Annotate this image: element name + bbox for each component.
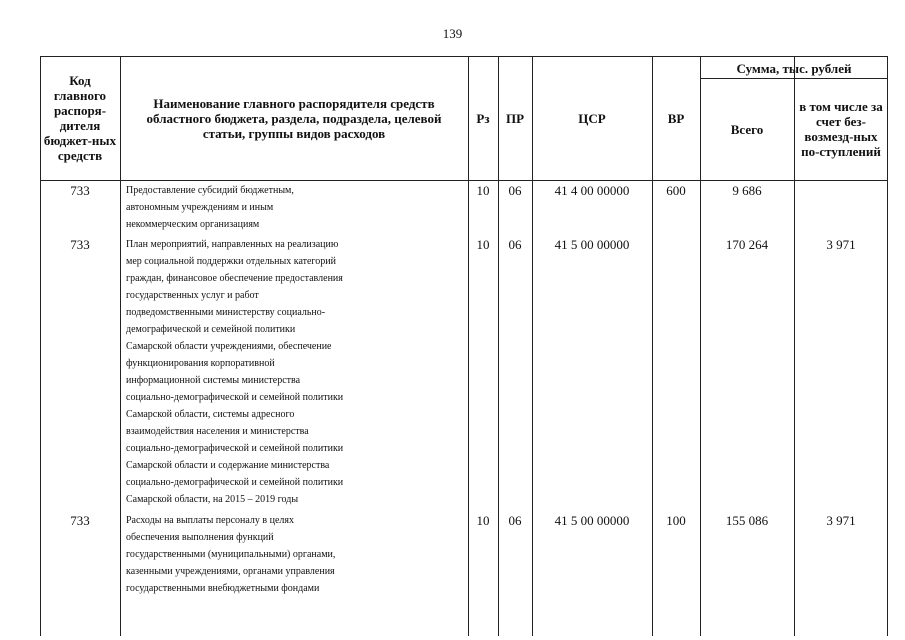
row-code: 733 [70,237,90,252]
row-name-line: казенными учреждениями, органами управления [126,566,335,577]
header-pr: ПР [505,110,525,126]
header-rz: Рз [476,110,490,126]
row-name-line: социально-демографической и семейной политики [126,392,344,403]
row-code: 733 [70,513,90,528]
row-csr: 41 5 00 00000 [554,513,630,528]
row-code: 733 [70,183,90,198]
row-total: 155 086 [725,513,769,528]
row-rz: 10 [476,237,490,252]
row-rz: 10 [476,513,490,528]
row-pr: 06 [508,183,522,198]
header-sum: Сумма, тыс. рублей [736,60,852,76]
row-total: 170 264 [725,237,769,252]
row-name-line: Самарской области, на 2015 – 2019 годы [126,494,299,505]
header-csr: ЦСР [578,110,606,126]
row-name-line: некоммерческим организациям [126,219,260,230]
header-vr: ВР [667,110,685,126]
sum-group-divider [700,78,888,79]
row-name-line: функционирования корпоративной [126,358,275,369]
header-total: Всего [730,121,764,137]
row-name-line: Самарской области учреждениями, обеспечение [126,341,332,352]
row-total: 9 686 [732,183,762,198]
header-name: Наименование главного распорядителя средств областного бюджета, раздела, подраздела, целевой статьи, группы видов расходов [146,95,442,141]
row-name-line: граждан, финансовое обеспечение предоставления [126,273,343,284]
header-code: Код главного распоря-дителя бюджет-ных средств [43,73,117,163]
row-name-line: взаимодействия населения и министерства [126,426,309,437]
row-name-line: государственными (муниципальными) органами, [126,549,336,560]
row-name-line: государственными внебюджетными фондами [126,583,320,594]
row-name-line: План мероприятий, направленных на реализацию [126,239,339,250]
row-gratuitous: 3 971 [826,237,856,252]
page-number: 139 [442,26,463,41]
row-pr: 06 [508,513,522,528]
row-name-line: социально-демографической и семейной политики [126,443,344,454]
row-name [126,512,466,597]
row-csr: 41 4 00 00000 [554,183,630,198]
row-name-line: автономным учреждениям и иным [126,202,274,213]
table-border-top [40,56,888,57]
row-name [126,236,466,508]
row-pr: 06 [508,237,522,252]
row-name-line: подведомственными министерству социально- [126,307,326,318]
row-name-line: Самарской области и содержание министерства [126,460,330,471]
row-name-line: мер социальной поддержки отдельных категорий [126,256,336,267]
header-gratuitous: в том числе за счет без-возмезд-ных по-ступлений [799,99,883,159]
row-csr: 41 5 00 00000 [554,237,630,252]
header-bottom-line [40,180,888,181]
budget-table [40,56,888,636]
row-gratuitous: 3 971 [826,513,856,528]
row-name [126,182,466,233]
row-name-line: демографической и семейной политики [126,324,296,335]
row-name-line: государственных услуг и работ [126,290,259,301]
row-name-line: обеспечения выполнения функций [126,532,274,543]
row-name-line: Самарской области, системы адресного [126,409,295,420]
row-vr: 100 [666,513,686,528]
row-name-line: информационной системы министерства [126,375,301,386]
row-name-line: Предоставление субсидий бюджетным, [126,185,294,196]
row-rz: 10 [476,183,490,198]
row-name-line: социально-демографической и семейной политики [126,477,344,488]
row-name-line: Расходы на выплаты персоналу в целях [126,515,294,526]
row-vr: 600 [666,183,686,198]
